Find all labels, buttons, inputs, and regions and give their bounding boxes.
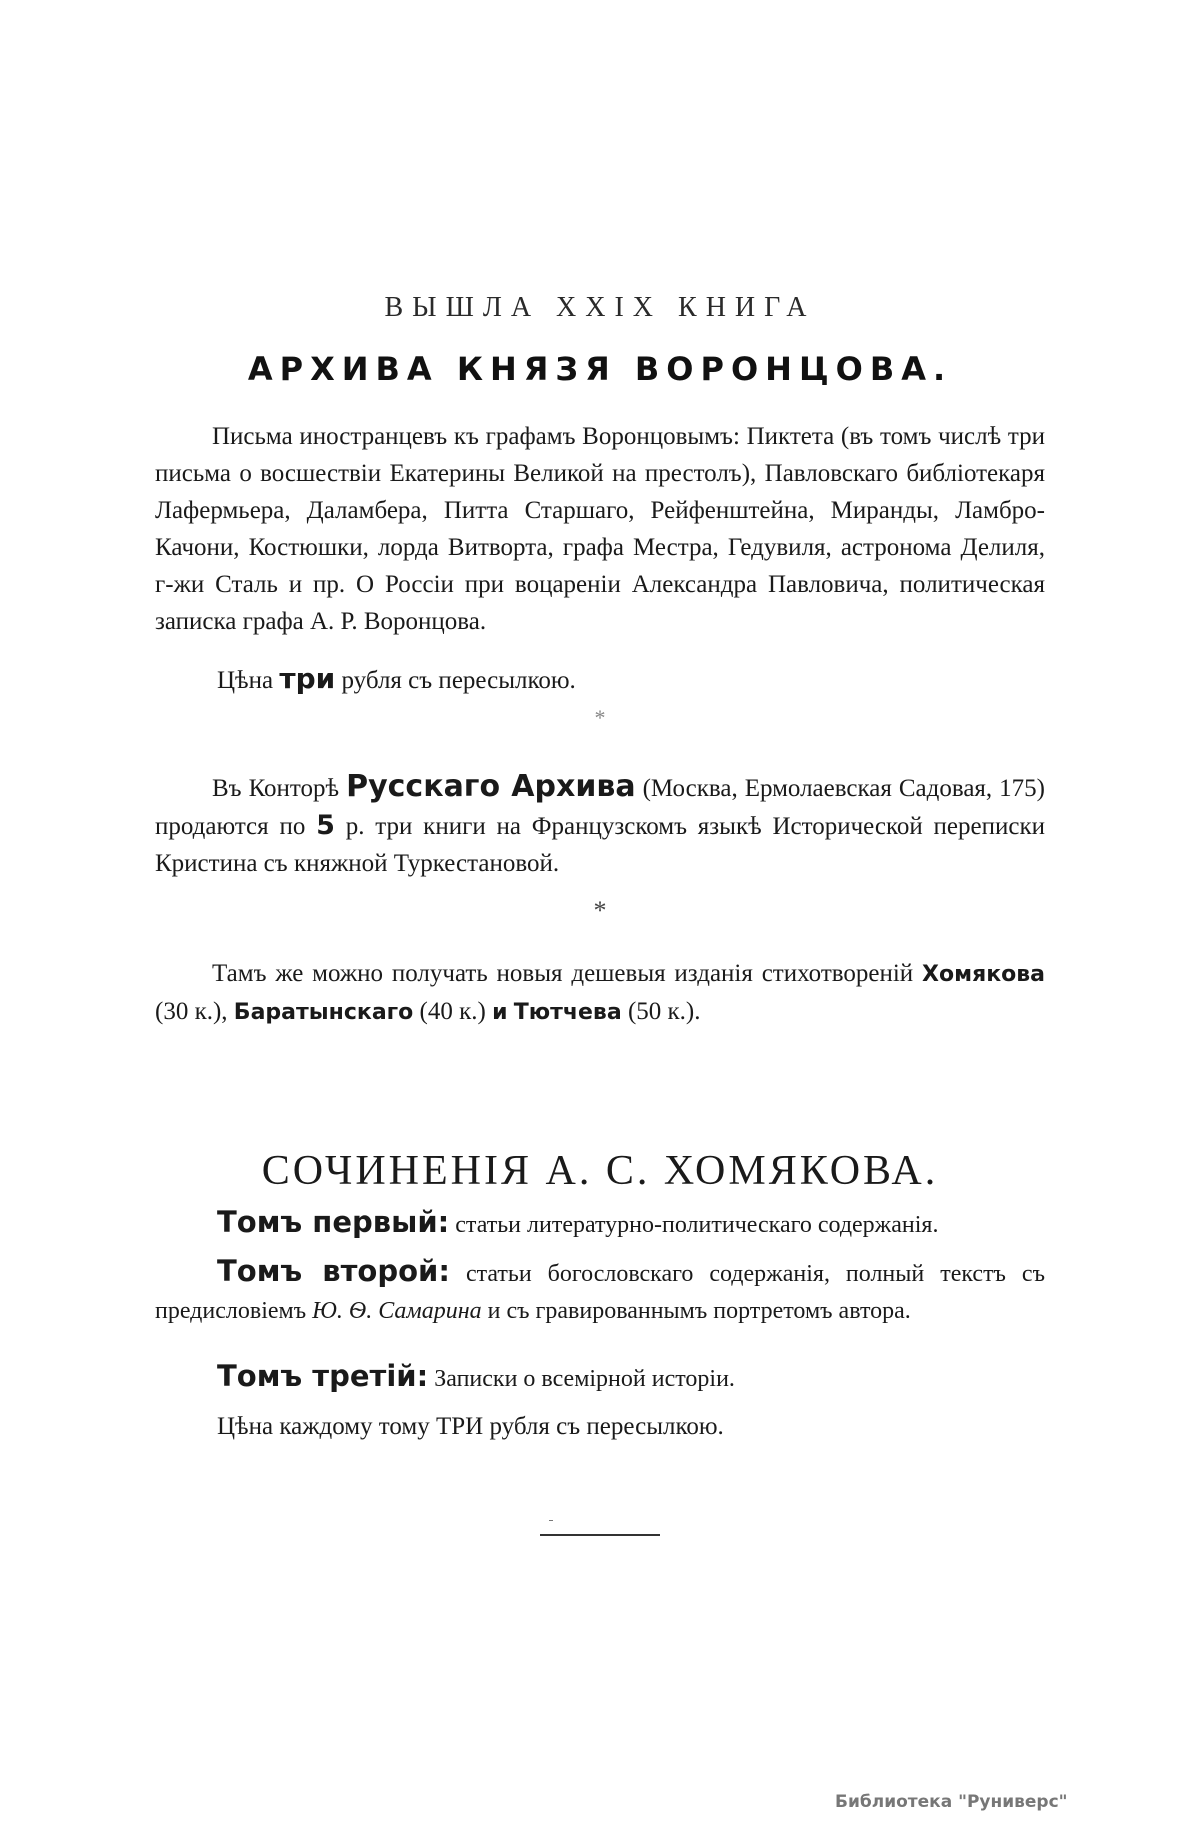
separator-asterisk: * (594, 705, 606, 730)
volume-two-text-b: и съ гравированнымъ портретомъ автора. (487, 1298, 911, 1324)
price-prefix: Цѣна (217, 667, 274, 694)
price-suffix: рубля съ пересылкою. (341, 667, 576, 694)
author-tyutchev: Тютчева (513, 1000, 622, 1025)
poems-paragraph (155, 955, 1045, 1031)
archive-title: АРХИВА КНЯЗЯ ВОРОНЦОВА. (247, 350, 953, 388)
volume-three (217, 1358, 1045, 1398)
volume-two-label: Томъ второй: (217, 1254, 450, 1288)
closing-rule (540, 1534, 660, 1536)
volume-three-text: Записки о всемiрной исторiи. (434, 1366, 735, 1392)
volume-one (217, 1204, 1045, 1244)
price-baratynsky: (40 к.) (419, 998, 486, 1025)
volume-two (155, 1253, 1045, 1330)
poems-conjunction: и (492, 1000, 508, 1025)
kristin-text-c: р. три книги на Французскомъ языкѣ Исторической переписки Кристина съ княжной Туркестановой. (155, 813, 1045, 877)
volume-two-text-a: статьи богословскаго содержанiя, полный текстъ съ предисловiемъ (155, 1261, 1045, 1324)
works-title: СОЧИНЕНIЯ А. С. ХОМЯКОВА. (261, 1148, 939, 1194)
poems-text: Тамъ же можно получать новыя дешевыя изданiя стихотворенiй (212, 960, 914, 987)
archive-description: Письма иностранцевъ къ графамъ Воронцовымъ: Пиктета (въ томъ числѣ три письма о восшествiи Екатерины Великой на престолъ), Павловскаго библiотекаря Лафермьера, Даламбера, Питта Старшаго, Рейфенштейна, Миранды, Ламбро-Качони, Костюшки, лорда Витворта, графа Местра, Гедувиля, астронома Делиля, г-жи Сталь и пр. О Россiи при воцаренiи Александра Павловича, политическая записка графа А. Р. Воронцова. (155, 423, 1045, 635)
author-baratynsky: Баратынскаго (233, 1000, 414, 1025)
volume-one-text: статьи литературно-политическаго содержанiя. (455, 1212, 939, 1238)
kristin-paragraph (155, 768, 1045, 882)
kristin-text-b: (Москва, Ермолаевская Садовая, 175) продаются по (155, 775, 1045, 840)
volume-three-label: Томъ третiй: (217, 1359, 429, 1393)
volume-two-author: Ю. Ѳ. Самарина (312, 1298, 482, 1324)
announcement-heading: ВЫШЛА XXIX КНИГА (384, 292, 816, 323)
rule-tick (549, 1520, 553, 1521)
russian-archive-name: Русскаго Архива (346, 769, 636, 804)
kristin-price: 5 (316, 810, 335, 841)
separator-asterisk: * (593, 896, 607, 925)
price-value: три (279, 662, 336, 695)
author-khomyakov: Хомякова (922, 962, 1046, 987)
volume-one-label: Томъ первый: (217, 1205, 450, 1239)
price-tyutchev: (50 к.). (627, 998, 701, 1025)
library-watermark: Библиотека "Руниверс" (835, 1792, 1068, 1812)
price-khomyakov: (30 к.), (155, 998, 228, 1025)
volume-price: Цѣна каждому тому ТРИ рубля съ пересылкою. (217, 1413, 724, 1440)
archive-price (217, 662, 1045, 695)
kristin-text-a: Въ Конторѣ (212, 775, 340, 802)
